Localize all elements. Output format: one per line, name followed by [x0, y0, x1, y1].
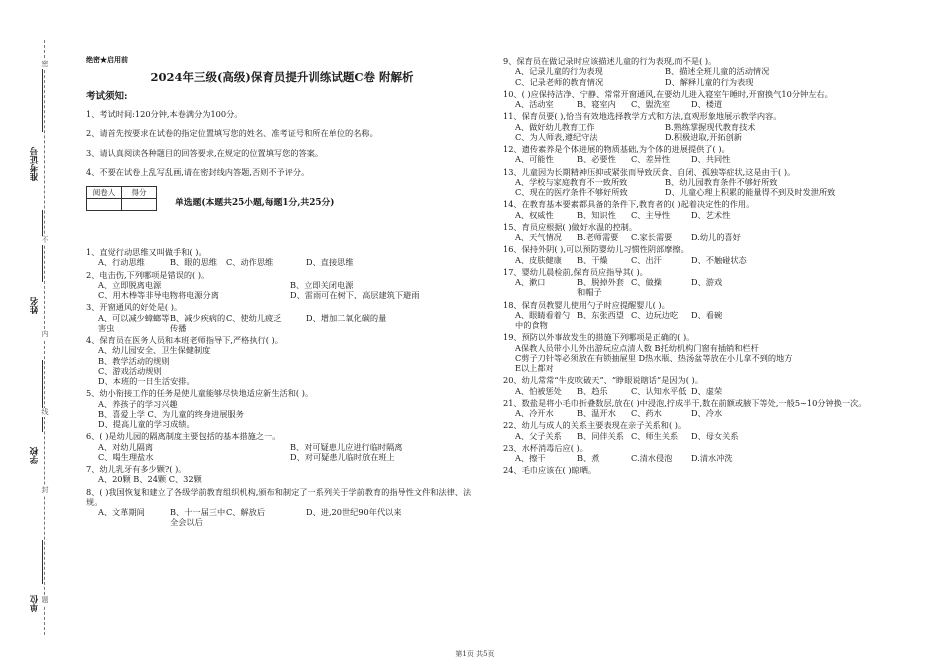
answer-option[interactable]: C.清水侵泡 [631, 453, 673, 463]
answer-option[interactable]: A保教人员带小儿外出游玩应点清人数 B托幼机构门窗有插销和栏杆 [515, 342, 759, 353]
question-stem: 8、( )我国恢复和建立了各级学前教育组织机构,颁布和制定了一系列关于学前教育的指导性文件和法律、法规。 [86, 486, 472, 507]
answer-option[interactable]: B、立即关闭电源 [290, 279, 354, 290]
answer-option[interactable]: A、父子关系 [515, 430, 562, 441]
question [503, 465, 898, 475]
answer-option[interactable]: C.家长需要 [631, 232, 673, 242]
answer-option[interactable]: C、动作思维 [226, 257, 274, 268]
reviewer-field[interactable] [87, 199, 122, 211]
answer-option[interactable]: A、学校与家庭教育不一致所致 [515, 176, 628, 187]
question [503, 244, 898, 265]
answer-option[interactable]: A、养孩子的学习兴趣 [98, 398, 178, 409]
answer-option[interactable]: B、知识性 [577, 209, 616, 220]
question-stem: 20、幼儿常常“牛皮吹破天”、“睁眼说瞎话”是因为( )。 [503, 375, 703, 386]
answer-option[interactable]: D、虚荣 [691, 385, 723, 396]
answer-option[interactable]: C、边玩边吃 [631, 309, 679, 320]
answer-option[interactable]: D、增加二氧化碳的量 [306, 312, 387, 323]
answer-option[interactable]: B、东张西望 [577, 309, 624, 320]
answer-option[interactable]: A、20颗 B、24颗 C、32颗 [98, 474, 202, 485]
answer-option[interactable]: C、认知水平低 [631, 385, 687, 396]
answer-option[interactable]: A、擦干 [515, 453, 546, 463]
answer-option[interactable]: D、提高儿童的学习成绩。 [98, 419, 195, 429]
answer-option[interactable]: B.老师需要 [577, 232, 619, 242]
question-stem: 19、预防以外事故发生的措施下列哪项是正确的( )。 [503, 332, 695, 343]
section-title: 单选题(本题共25小题,每题1分,共25分) [175, 198, 335, 209]
answer-option[interactable]: D、本班的一日生活安排。 [98, 376, 195, 386]
seal-mark: 不 [41, 236, 49, 244]
answer-option[interactable]: D、雷雨可在树下、高层建筑下避雨 [290, 290, 420, 300]
answer-option[interactable]: B、喜爱上学 C、为儿童的终身进展服务 [98, 408, 244, 419]
question [503, 332, 898, 373]
answer-option[interactable]: C、游戏活动规则 [98, 365, 162, 376]
answer-option[interactable]: C剪子刀针等必须放在有锁抽屉里 D热水瓶、热汤盆等放在小儿拿不到的地方 [515, 352, 793, 363]
answer-option[interactable]: C、喝生理盐水 [98, 451, 154, 462]
answer-option[interactable]: C、药水 [631, 408, 662, 418]
answer-option[interactable]: A、怕被惩处 [515, 385, 562, 396]
answer-option[interactable]: B、减少疾病的传播 [170, 312, 226, 333]
answer-option[interactable]: C、现在的医疗条件不够好所致 [515, 187, 628, 197]
question [86, 487, 478, 528]
question-stem: 23、水杯消毒后应( )。 [503, 442, 588, 453]
answer-option[interactable]: C、盥洗室 [631, 99, 671, 109]
answer-option[interactable]: A、做好幼儿教育工作 [515, 121, 595, 132]
question-stem: 16、保持外阴( ),可以预防婴幼儿习惯性阴部摩擦。 [503, 244, 689, 255]
question-stem: 7、幼儿乳牙有多少颗?( )。 [86, 464, 187, 474]
question-stem: 10、( )应保持洁净、宁静、常常开窗通风,在要幼儿进入寝室午睡时,开窗换气10分钟左右。 [503, 88, 833, 99]
answer-option[interactable]: C、做操 [631, 277, 662, 287]
question-stem: 1、直觉行动思维又叫做手和( )。 [86, 247, 207, 257]
answer-option[interactable]: D、看碗 [691, 309, 723, 320]
question [86, 388, 478, 429]
exam-number-label: 准考证号 [30, 147, 40, 181]
question-stem: 11、保育员要( ),恰当有效地选择教学方式和方法,直观形象地展示教学内容。 [503, 111, 782, 122]
answer-option[interactable]: C、差异性 [631, 154, 671, 165]
question [86, 335, 478, 386]
question-stem: 24、毛巾应该在( )晾晒。 [503, 465, 597, 476]
question [86, 270, 478, 301]
notice-list [86, 109, 478, 177]
question-stem: 14、在教育基本要素都具备的条件下,教育者的( )起着决定性的作用。 [503, 199, 755, 210]
question-stem: 22、幼儿与成人的关系主要表现在亲子关系和( )。 [503, 420, 687, 431]
answer-option[interactable]: C、师生关系 [631, 430, 679, 441]
seal-mark: 封 [41, 486, 49, 494]
score-field[interactable] [122, 199, 157, 211]
answer-option[interactable]: A、活动室 [515, 99, 554, 109]
answer-option[interactable]: D、游戏 [691, 277, 723, 287]
answer-option[interactable]: B.熟练掌握现代教育技术 [665, 121, 756, 132]
question-stem: 2、电击伤,下列哪项是错误的( )。 [86, 269, 210, 280]
secret-label: 绝密★启用前 [86, 55, 128, 64]
answer-option[interactable]: B、煮 [577, 453, 600, 463]
answer-option[interactable]: C、为人师表,遵纪守法 [515, 131, 598, 142]
question [503, 420, 898, 441]
question [503, 443, 898, 464]
unit-field[interactable] [42, 540, 47, 584]
answer-option[interactable]: D、楼道 [691, 99, 723, 109]
answer-option[interactable]: B、眼的思维 [170, 257, 217, 268]
answer-option[interactable]: A、可能性 [515, 154, 554, 165]
answer-option[interactable]: D、冷水 [691, 408, 723, 418]
answer-option[interactable]: B、寝室内 [577, 99, 616, 109]
answer-option[interactable]: A、漱口 [515, 277, 546, 287]
question [503, 375, 898, 396]
question [503, 222, 898, 243]
answer-option[interactable]: A、文革期间 [98, 507, 145, 517]
question [86, 302, 478, 333]
answer-option[interactable]: A、眼睛看着勺中的食物 [515, 309, 571, 330]
answer-option[interactable]: A、皮肤健康 [515, 254, 562, 265]
answer-option[interactable]: B、教学活动的规则 [98, 355, 170, 366]
answer-option[interactable]: A、天气情况 [515, 232, 562, 242]
left-column [86, 56, 478, 530]
name-field[interactable] [42, 210, 47, 282]
reviewer-label: 阅卷人 [87, 187, 122, 199]
question [86, 431, 478, 462]
school-label: 学校 [30, 447, 40, 465]
exam-number-field[interactable] [42, 60, 47, 132]
notice-item: 4、不要在试卷上乱写乱画,请在密封线内答题,否则不予评分。 [86, 166, 310, 177]
page-title: 2024年三级(高级)保育员提升训练试题C卷 附解析 [150, 69, 414, 84]
question [503, 111, 898, 142]
question-stem: 6、( )是幼儿园的隔离制度主要包括的基本措施之一。 [86, 431, 281, 442]
notice-item: 1、考试时间:120分钟,本卷满分为100分。 [86, 109, 243, 119]
answer-option[interactable]: D.积极进取,开拓创新 [665, 131, 742, 142]
answer-option[interactable]: B、脱掉外套和帽子 [577, 277, 624, 298]
score-row [86, 186, 478, 211]
answer-option[interactable]: B、趋乐 [577, 385, 608, 396]
answer-option[interactable]: B、幼儿园教育条件不够好所致 [665, 176, 778, 187]
question-list-left [86, 247, 478, 528]
name-label: 姓名 [30, 297, 40, 315]
answer-option[interactable]: E以上都对 [515, 363, 554, 373]
question [503, 89, 898, 110]
answer-option[interactable]: B、对可疑患儿应进行临时隔离 [290, 441, 403, 452]
answer-option[interactable]: D、母女关系 [691, 430, 739, 441]
question-stem: 17、婴幼儿晨检前,保育员应指导其( )。 [503, 266, 648, 277]
answer-option[interactable]: C、用木棒等非导电物将电源分离 [98, 290, 219, 300]
answer-option[interactable]: C、解放后 [226, 507, 266, 517]
answer-option[interactable]: D、解释儿童的行为表现 [665, 76, 754, 87]
question [503, 398, 898, 419]
answer-option[interactable]: A、幼儿园安全、卫生保健制度 [98, 345, 211, 356]
answer-option[interactable]: C、出汗 [631, 254, 662, 265]
question-stem: 15、育员应根据( )做好水温的控制。 [503, 221, 638, 232]
question [86, 247, 478, 268]
answer-option[interactable]: D、共同性 [691, 154, 731, 165]
answer-option[interactable]: B、干燥 [577, 254, 608, 265]
unit-label: 单位 [30, 595, 40, 613]
question [503, 56, 898, 87]
question [503, 167, 898, 198]
seal-mark: 题 [41, 596, 49, 604]
answer-option[interactable]: D、进,20世纪90年代以来 [306, 507, 402, 517]
seal-mark: 线 [41, 408, 49, 416]
question [503, 267, 898, 298]
answer-option[interactable]: B、描述全班儿童的活动情况 [665, 66, 770, 77]
answer-option[interactable]: D、艺术性 [691, 209, 731, 220]
answer-option[interactable]: D.幼儿的喜好 [691, 232, 741, 242]
binding-margin [0, 0, 56, 671]
question [503, 300, 898, 331]
question-stem: 18、保育员教婴儿使用勺子时应提醒婴儿( )。 [503, 299, 670, 310]
answer-option[interactable]: C、使幼儿疲乏 [226, 312, 282, 323]
question-stem: 5、幼小衔接工作的任务是使儿童能够尽快地适应新生活和( )。 [86, 388, 314, 399]
score-box [86, 186, 157, 211]
answer-option[interactable]: A、对幼儿隔离 [98, 441, 154, 452]
answer-option[interactable]: A、权威性 [515, 209, 554, 220]
page-footer: 第1页 共5页 [455, 650, 495, 658]
question [503, 199, 898, 220]
answer-option[interactable]: A、记录儿童的行为表现 [515, 66, 603, 77]
seal-mark: 密 [41, 60, 49, 68]
answer-option[interactable]: B、必要性 [577, 154, 616, 165]
score-label: 得分 [122, 187, 157, 199]
question-stem: 13、儿童因为长期精神压抑或紧张而导致厌食、自闭、孤独等症状,这是由于( )。 [503, 166, 796, 177]
answer-option[interactable]: B、温开水 [577, 408, 616, 418]
answer-option[interactable]: B、十一届三中全会以后 [170, 507, 226, 528]
answer-option[interactable]: A、冷开水 [515, 408, 554, 418]
question-stem: 21、数盐是将小毛巾折叠数层,放在( )中浸泡,拧成半干,数在前额或腋下等处,一般5~10分钟换一次。 [503, 397, 867, 408]
question-stem: 4、保育员在医务人员和本班老师指导下,严格执行( )。 [86, 335, 283, 345]
question-list-right [503, 56, 898, 478]
answer-option[interactable]: D、儿童心理上积累的能量得不到及时发泄所致 [665, 187, 836, 197]
question-stem: 9、保育员在做记录时应该描述儿童的行为表现,而不是( )。 [503, 56, 717, 66]
question-stem: 3、开窗通风的好处是( )。 [86, 302, 183, 313]
question-stem: 12、遗传素养是个体进展的物质基础,为个体的进展提供了( )。 [503, 144, 730, 154]
answer-option[interactable]: A、行动思维 [98, 257, 145, 268]
seal-mark: 内 [41, 330, 49, 338]
school-field[interactable] [42, 360, 47, 432]
answer-option[interactable]: C、记录老师的教育情况 [515, 76, 604, 87]
answer-option[interactable]: D、直接思维 [306, 257, 354, 268]
answer-option[interactable]: D、不触碰状态 [691, 254, 747, 265]
question [503, 144, 898, 165]
answer-option[interactable]: C、主导性 [631, 209, 671, 220]
question [86, 464, 478, 485]
answer-option[interactable]: D、对可疑患儿临时放在班上 [290, 451, 395, 462]
answer-option[interactable]: A、立即脱离电源 [98, 279, 162, 290]
answer-option[interactable]: D.清水冲洗 [691, 453, 733, 463]
notice-heading: 考试须知: [86, 91, 128, 103]
notice-item: 2、请首先按要求在试卷的指定位置填写您的姓名、准考证号和所在单位的名称。 [86, 128, 378, 139]
answer-option[interactable]: A、可以减少蟑螂等害虫 [98, 312, 170, 333]
answer-option[interactable]: B、同伴关系 [577, 430, 624, 441]
notice-item: 3、请认真阅读各种题目的回答要求,在规定的位置填写您的答案。 [86, 147, 324, 158]
